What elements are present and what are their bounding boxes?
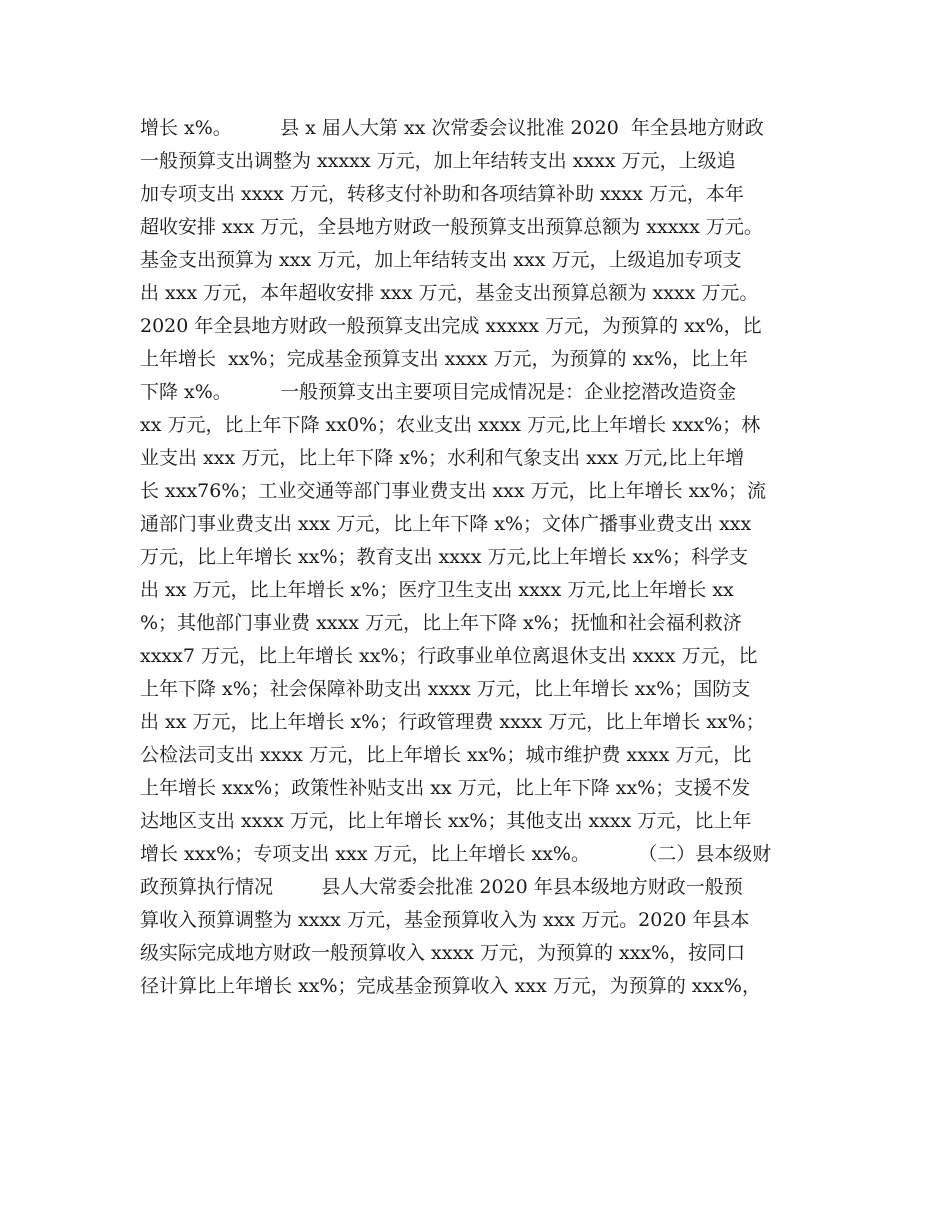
text-line: %；其他部门事业费 xxxx 万元，比上年下降 x%；抚恤和社会福利救济 [140,612,742,634]
text-line: 基金支出预算为 xxx 万元，加上年结转支出 xxx 万元，上级追加专项支 [140,249,742,271]
text-line: 达地区支出 xxxx 万元，比上年增长 xx%；其他支出 xxxx 万元，比上年 [140,810,752,832]
text-line: 增长 xxx%；专项支出 xxx 万元，比上年增长 xx%。 （二）县本级财 [140,843,772,865]
text-line: 超收安排 xxx 万元，全县地方财政一般预算支出预算总额为 xxxxx 万元。 [140,216,763,238]
text-line: 径计算比上年增长 xx%；完成基金预算收入 xxx 万元，为预算的 xxx%， [140,975,761,997]
text-line: 上年增长 xxx%；政策性补贴支出 xx 万元，比上年下降 xx%；支援不发 [140,777,751,799]
text-line: 加专项支出 xxxx 万元，转移支付补助和各项结算补助 xxxx 万元，本年 [140,183,744,205]
text-line: 上年下降 x%；社会保障补助支出 xxxx 万元，比上年增长 xx%；国防支 [140,678,751,700]
text-line: 万元，比上年增长 xx%；教育支出 xxxx 万元,比上年增长 xx%；科学支 [140,546,749,568]
text-line: xx 万元，比上年下降 xx0%；农业支出 xxxx 万元,比上年增长 xxx%；林 [140,414,761,436]
text-line: 一般预算支出调整为 xxxxx 万元，加上年结转支出 xxxx 万元，上级追 [140,150,736,172]
text-line: 算收入预算调整为 xxxx 万元，基金预算收入为 xxx 万元。2020 年县本 [140,909,750,931]
text-line: xxxx7 万元，比上年增长 xx%；行政事业单位离退休支出 xxxx 万元，比 [140,645,758,667]
text-line: 出 xxx 万元，本年超收安排 xxx 万元，基金支出预算总额为 xxxx 万元。 [140,282,759,304]
text-line: 出 xx 万元，比上年增长 x%；行政管理费 xxxx 万元，比上年增长 xx%； [140,711,765,733]
text-line: 业支出 xxx 万元，比上年下降 x%；水利和气象支出 xxx 万元,比上年增 [140,447,745,469]
text-line: 公检法司支出 xxxx 万元，比上年增长 xx%；城市维护费 xxxx 万元，比 [140,744,752,766]
text-line: 级实际完成地方财政一般预算收入 xxxx 万元，为预算的 xxx%，按同口 [140,942,746,964]
text-line: 上年增长 xx%；完成基金预算支出 xxxx 万元，为预算的 xx%，比上年 [140,348,749,370]
text-line: 2020 年全县地方财政一般预算支出完成 xxxxx 万元，为预算的 xx%，比 [140,315,762,337]
text-line: 政预算执行情况 县人大常委会批准 2020 年县本级地方财政一般预 [140,876,743,898]
text-line: 增长 x%。 县 x 届人大第 xx 次常委会议批准 2020 年全县地方财政 [140,117,764,139]
text-line: 出 xx 万元，比上年增长 x%；医疗卫生支出 xxxx 万元,比上年增长 xx [140,579,734,601]
document-body [140,112,830,1003]
text-line: 通部门事业费支出 xxx 万元，比上年下降 x%；文体广播事业费支出 xxx [140,513,752,535]
text-line: 下降 x%。 一般预算支出主要项目完成情况是：企业挖潜改造资金 [140,381,737,403]
text-line: 长 xxx76%；工业交通等部门事业费支出 xxx 万元，比上年增长 xx%；流 [140,480,767,502]
